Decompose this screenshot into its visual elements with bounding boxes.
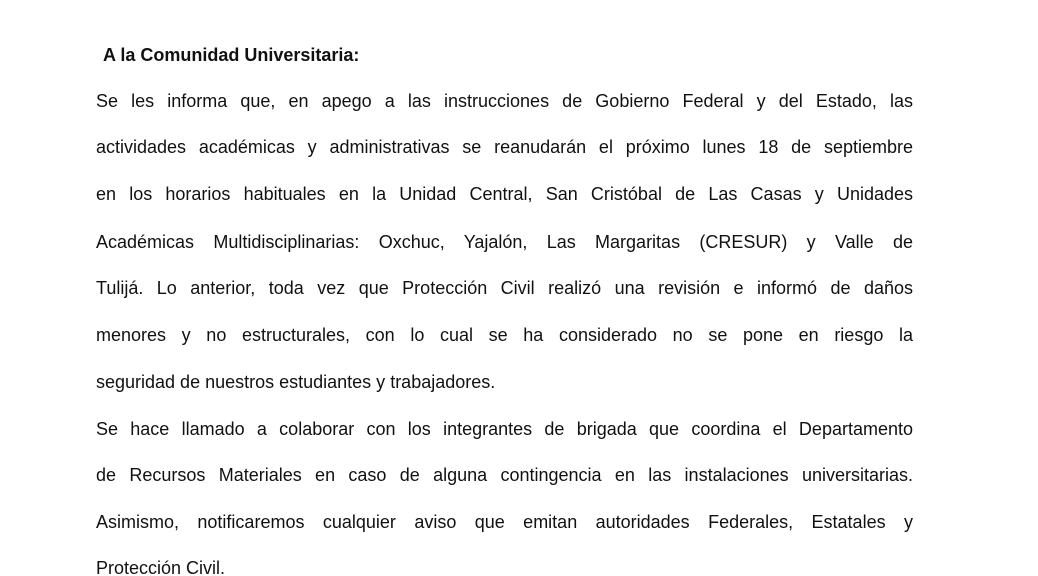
paragraph1-line: menores y no estructurales, con lo cual se ha considerado no se pone en riesgo la (96, 325, 913, 345)
paragraph2-line: Se hace llamado a colaborar con los integrantes de brigada que coordina el Departamento (96, 419, 913, 439)
paragraph2-line: de Recursos Materiales en caso de alguna contingencia en las instalaciones universitarias. (96, 465, 913, 485)
paragraph2-line: Protección Civil. (96, 558, 226, 576)
paragraph1-line: Se les informa que, en apego a las instrucciones de Gobierno Federal y del Estado, las (96, 91, 913, 111)
paragraph2-line: Asimismo, notificaremos cualquier aviso que emitan autoridades Federales, Estatales y (96, 512, 913, 532)
paragraph1-line: Académicas Multidisciplinarias: Oxchuc, Yajalón, Las Margaritas (CRESUR) y Valle de (96, 232, 913, 252)
greeting-heading: A la Comunidad Universitaria: (103, 45, 360, 65)
paragraph1-line: actividades académicas y administrativas se reanudarán el próximo lunes 18 de septiembre (96, 137, 913, 157)
paragraph1-line: en los horarios habituales en la Unidad Central, San Cristóbal de Las Casas y Unidades (96, 184, 913, 204)
paragraph1-line: seguridad de nuestros estudiantes y trabajadores. (96, 372, 496, 392)
paragraph1-line: Tulijá. Lo anterior, toda vez que Protección Civil realizó una revisión e informó de daños (96, 278, 913, 298)
